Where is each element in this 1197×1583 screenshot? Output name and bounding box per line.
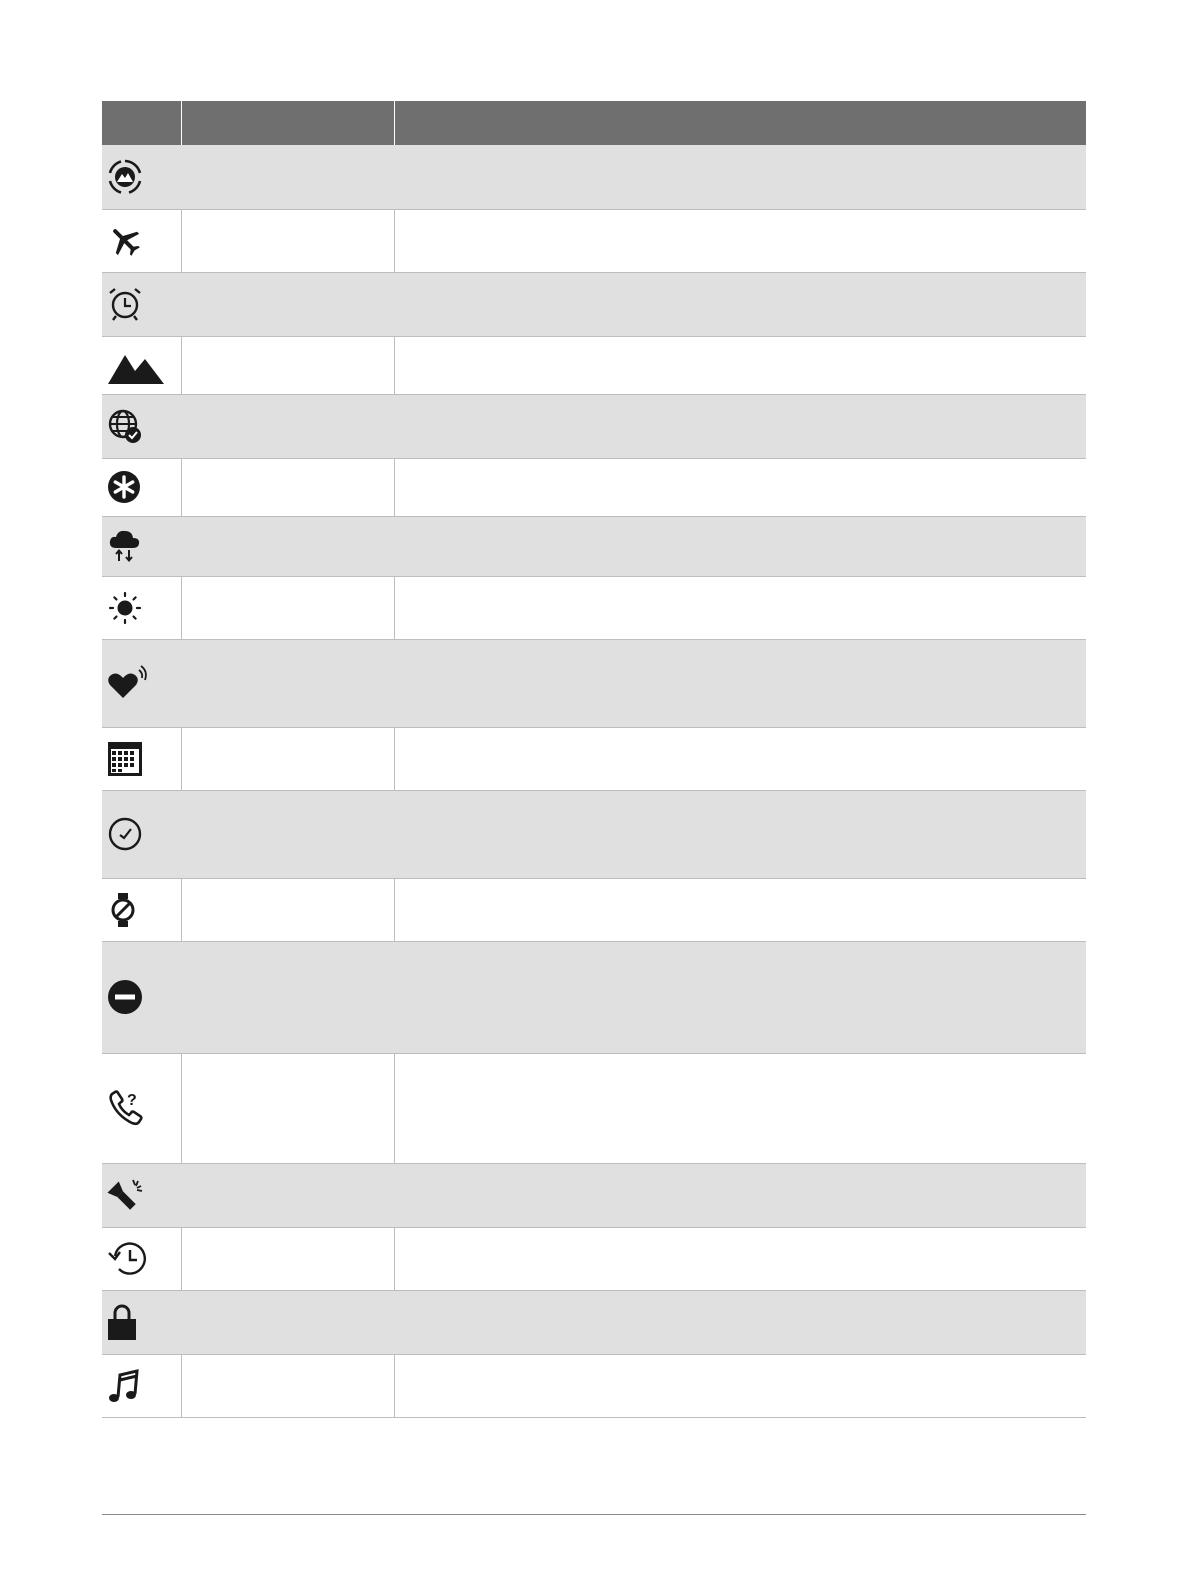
table-row	[102, 1163, 1086, 1227]
table-row	[102, 516, 1086, 576]
icon-cell	[102, 209, 181, 272]
row-content	[181, 272, 1086, 336]
table-header	[102, 101, 1086, 145]
table-row	[102, 878, 1086, 941]
icon-cell	[102, 1053, 181, 1163]
sun-brightness-icon	[107, 590, 181, 626]
row-content	[181, 394, 1086, 458]
icon-cell	[102, 336, 181, 394]
row-content	[181, 790, 1086, 878]
row-content	[181, 516, 1086, 576]
table-body	[102, 145, 1086, 1417]
description-cell	[394, 209, 1086, 272]
description-cell	[394, 1227, 1086, 1290]
globe-check-icon	[107, 408, 181, 444]
table-row	[102, 1290, 1086, 1354]
row-content	[181, 941, 1086, 1053]
svg-text:?: ?	[127, 1092, 137, 1109]
description-cell	[394, 1354, 1086, 1417]
table-row	[102, 272, 1086, 336]
watch-off-icon	[107, 892, 181, 928]
icon-cell	[102, 458, 181, 516]
table-row	[102, 639, 1086, 727]
flashlight-icon	[107, 1177, 181, 1213]
music-note-icon	[107, 1368, 181, 1404]
table-row	[102, 1354, 1086, 1417]
name-cell	[181, 209, 394, 272]
table-row	[102, 1053, 1086, 1163]
table-row	[102, 209, 1086, 272]
description-cell	[394, 336, 1086, 394]
icon-cell	[102, 145, 181, 209]
name-cell	[181, 1227, 394, 1290]
altimeter-icon	[107, 159, 181, 195]
cloud-sync-icon	[107, 528, 181, 564]
table-row	[102, 336, 1086, 394]
name-cell	[181, 1053, 394, 1163]
description-cell	[394, 878, 1086, 941]
controls-icon-table	[102, 101, 1086, 1418]
controls-table-container	[102, 101, 1086, 1418]
table-row	[102, 727, 1086, 790]
description-cell	[394, 458, 1086, 516]
calendar-icon	[107, 741, 181, 777]
alarm-clock-icon	[107, 286, 181, 322]
name-cell	[181, 576, 394, 639]
name-cell	[181, 336, 394, 394]
description-cell	[394, 1053, 1086, 1163]
icon-cell	[102, 727, 181, 790]
description-cell	[394, 727, 1086, 790]
airplane-icon	[107, 223, 181, 259]
asterisk-circle-icon	[107, 469, 181, 505]
icon-cell	[102, 1163, 181, 1227]
icon-cell	[102, 790, 181, 878]
description-cell	[394, 576, 1086, 639]
icon-cell	[102, 516, 181, 576]
icon-cell	[102, 576, 181, 639]
table-row	[102, 790, 1086, 878]
row-content	[181, 145, 1086, 209]
icon-cell	[102, 394, 181, 458]
table-row	[102, 145, 1086, 209]
table-header-row	[102, 101, 1086, 145]
table-row	[102, 941, 1086, 1053]
mountains-icon	[107, 345, 181, 385]
heart-broadcast-icon	[107, 665, 181, 701]
icon-cell	[102, 878, 181, 941]
history-icon	[107, 1241, 181, 1277]
icon-cell	[102, 1354, 181, 1417]
name-cell	[181, 1354, 394, 1417]
lock-icon	[107, 1303, 181, 1341]
row-content	[181, 1163, 1086, 1227]
footer-divider	[102, 1514, 1086, 1515]
name-cell	[181, 458, 394, 516]
name-cell	[181, 878, 394, 941]
row-content	[181, 1290, 1086, 1354]
table-row	[102, 576, 1086, 639]
header-icon-column	[102, 101, 181, 145]
table-row	[102, 394, 1086, 458]
table-row	[102, 1227, 1086, 1290]
icon-cell	[102, 941, 181, 1053]
clock-check-icon	[107, 816, 181, 852]
icon-cell	[102, 1290, 181, 1354]
do-not-disturb-icon	[107, 979, 181, 1015]
icon-cell	[102, 1227, 181, 1290]
table-row	[102, 458, 1086, 516]
icon-cell	[102, 272, 181, 336]
header-description-column	[394, 101, 1086, 145]
header-name-column	[181, 101, 394, 145]
phone-question-icon	[107, 1088, 181, 1128]
row-content	[181, 639, 1086, 727]
name-cell	[181, 727, 394, 790]
icon-cell	[102, 639, 181, 727]
